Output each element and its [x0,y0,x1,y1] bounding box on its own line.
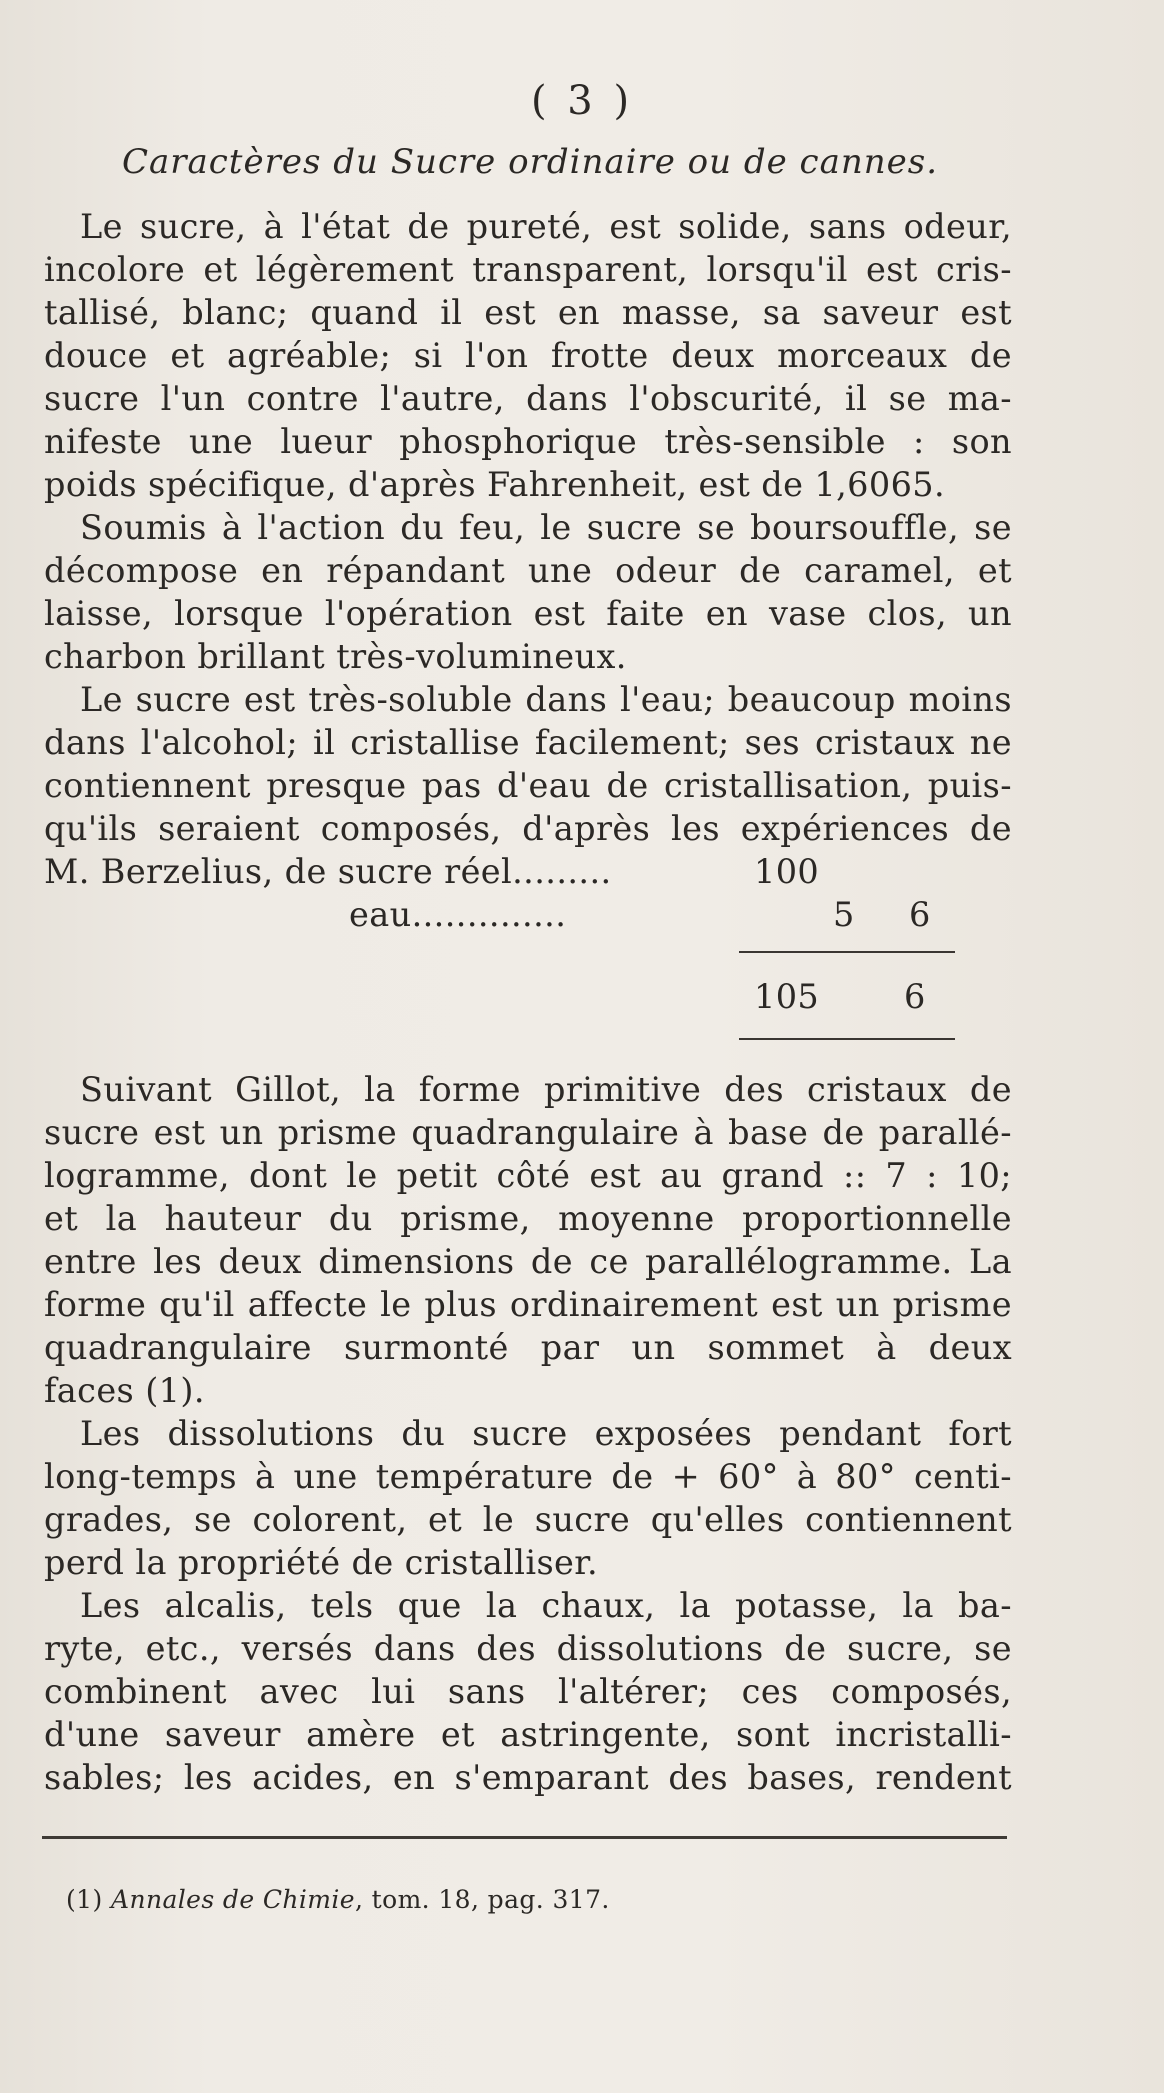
table-row [44,850,1012,893]
text-line: quadrangulaire surmonté par un sommet à deux [44,1328,1012,1367]
text-line: charbon brillant très-volumineux. [44,637,627,676]
text-line: Le sucre est très-soluble dans l'eau; beaucoup moins [80,680,1012,719]
text-line: combinent avec lui sans l'altérer; ces composés, [44,1672,1012,1711]
text-line: contiennent presque pas d'eau de cristallisation, puis- [44,766,1012,805]
footnote-marker: (1) [66,1885,103,1914]
text-line: Les dissolutions du sucre exposées pendant fort [80,1414,1012,1453]
text-line: sables; les acides, en s'emparant des bases, rendent [44,1758,1012,1797]
text-line: et la hauteur du prisme, moyenne proportionnelle [44,1199,1012,1238]
row-value-sugar: 100 [754,852,820,891]
text-line: Le sucre, à l'état de pureté, est solide, sans odeur, [80,207,1012,246]
row-label-sugar: M. Berzelius, de sucre réel......... [44,852,612,891]
paragraph-properties [44,205,1012,506]
paragraph-solubility [44,678,1012,850]
text-line: laisse, lorsque l'opération est faite en vase clos, un [44,594,1012,633]
footnote-divider [42,1836,1007,1839]
text-line: décompose en répandant une odeur de caramel, et [44,551,1012,590]
text-line: grades, se colorent, et le sucre qu'elles contiennent [44,1500,1012,1539]
page-number: ( 3 ) [530,78,634,124]
text-line: faces (1). [44,1371,205,1410]
page-body [44,205,1012,1799]
footnote-reference: , tom. 18, pag. 317. [354,1885,610,1914]
footnote [66,1885,610,1914]
composition-table [44,850,1012,1060]
text-line: sucre est un prisme quadrangulaire à base de parallé- [44,1113,1012,1152]
paragraph-crystal-form [44,1068,1012,1412]
total-value-a: 105 [754,977,820,1016]
footnote-source: Annales de Chimie [110,1885,355,1914]
text-line: entre les deux dimensions de ce parallélogramme. La [44,1242,1012,1281]
section-heading: Caractères du Sucre ordinaire ou de cannes. [121,142,939,182]
row-value-water-b: 6 [909,895,931,934]
text-line: dans l'alcohol; il cristallise facilement; ses cristaux ne [44,723,1012,762]
paragraph-fire [44,506,1012,678]
text-line: nifeste une lueur phosphorique très-sensible : son [44,422,1012,461]
text-line: ryte, etc., versés dans des dissolutions de sucre, se [44,1629,1012,1668]
text-line: Soumis à l'action du feu, le sucre se boursouffle, se [80,508,1012,547]
text-line: Suivant Gillot, la forme primitive des cristaux de [80,1070,1012,1109]
table-row [349,893,931,936]
paragraph-alkalis [44,1584,1012,1799]
text-line: tallisé, blanc; quand il est en masse, sa saveur est [44,293,1012,332]
text-line: forme qu'il affecte le plus ordinairement est un prisme [44,1285,1012,1324]
text-line: sucre l'un contre l'autre, dans l'obscurité, il se ma- [44,379,1012,418]
row-label-water: eau.............. [349,895,567,934]
text-line: perd la propriété de cristalliser. [44,1543,599,1582]
text-line: long-temps à une température de + 60° à 80° centi- [44,1457,1012,1496]
text-line: Les alcalis, tels que la chaux, la potasse, la ba- [80,1586,1012,1625]
total-value-b: 6 [904,977,926,1016]
sum-rule-bottom [739,1038,955,1040]
text-line: qu'ils seraient composés, d'après les expériences de [44,809,1012,848]
text-line: d'une saveur amère et astringente, sont incristalli- [44,1715,1012,1754]
paragraph-dissolution [44,1412,1012,1584]
row-value-water-a: 5 [833,895,855,934]
text-line: douce et agréable; si l'on frotte deux morceaux de [44,336,1012,375]
text-line: logramme, dont le petit côté est au grand :: 7 : 10; [44,1156,1012,1195]
text-line: poids spécifique, d'après Fahrenheit, est de 1,6065. [44,465,946,504]
text-line: incolore et légèrement transparent, lorsqu'il est cris- [44,250,1012,289]
sum-rule-top [739,951,955,953]
